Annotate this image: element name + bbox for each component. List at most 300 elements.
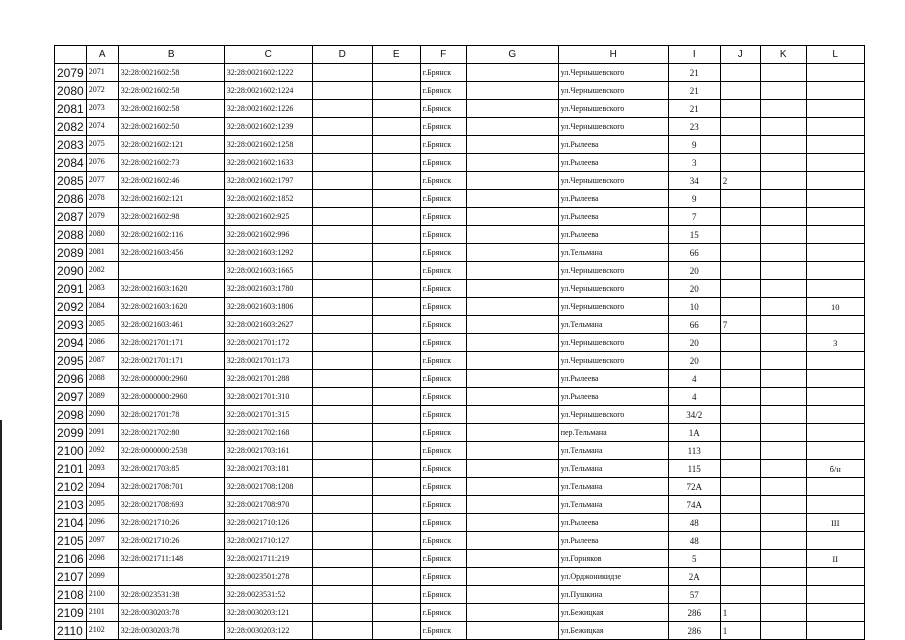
cell-f[interactable]: г.Брянск (420, 262, 466, 280)
cell-d[interactable] (312, 370, 372, 388)
cell-h[interactable]: пер.Тельмана (558, 424, 668, 442)
cell-k[interactable] (760, 118, 806, 136)
cell-d[interactable] (312, 118, 372, 136)
cell-l[interactable] (806, 136, 864, 154)
cell-j[interactable] (720, 226, 760, 244)
cell-k[interactable] (760, 586, 806, 604)
column-header-b[interactable]: B (118, 46, 224, 64)
cell-e[interactable] (372, 136, 420, 154)
cell-k[interactable] (760, 388, 806, 406)
cell-l[interactable] (806, 118, 864, 136)
row-number-cell[interactable]: 2097 (55, 388, 87, 406)
cell-b[interactable] (118, 262, 224, 280)
cell-j[interactable] (720, 550, 760, 568)
cell-c[interactable]: 32:28:0021701:172 (224, 334, 312, 352)
cell-g[interactable] (466, 388, 558, 406)
cell-c[interactable]: 32:28:0021701:310 (224, 388, 312, 406)
cell-d[interactable] (312, 100, 372, 118)
cell-k[interactable] (760, 424, 806, 442)
cell-f[interactable]: г.Брянск (420, 334, 466, 352)
cell-d[interactable] (312, 388, 372, 406)
cell-l[interactable] (806, 100, 864, 118)
cell-k[interactable] (760, 460, 806, 478)
corner-header-cell[interactable] (55, 46, 87, 64)
column-header-l[interactable]: L (806, 46, 864, 64)
cell-h[interactable]: ул.Тельмана (558, 244, 668, 262)
cell-k[interactable] (760, 352, 806, 370)
row-number-cell[interactable]: 2088 (55, 226, 87, 244)
cell-b[interactable]: 32:28:0021602:116 (118, 226, 224, 244)
cell-k[interactable] (760, 496, 806, 514)
cell-b[interactable]: 32:28:0030203:78 (118, 622, 224, 640)
cell-l[interactable] (806, 280, 864, 298)
cell-l[interactable] (806, 172, 864, 190)
cell-k[interactable] (760, 568, 806, 586)
row-number-cell[interactable]: 2098 (55, 406, 87, 424)
cell-b[interactable]: 32:28:0030203:78 (118, 604, 224, 622)
cell-b[interactable]: 32:28:0021602:73 (118, 154, 224, 172)
column-header-d[interactable]: D (312, 46, 372, 64)
cell-h[interactable]: ул.Тельмана (558, 496, 668, 514)
cell-c[interactable]: 32:28:0021602:1852 (224, 190, 312, 208)
column-header-h[interactable]: H (558, 46, 668, 64)
cell-k[interactable] (760, 514, 806, 532)
cell-j[interactable] (720, 460, 760, 478)
cell-k[interactable] (760, 370, 806, 388)
cell-f[interactable]: г.Брянск (420, 460, 466, 478)
cell-l[interactable] (806, 64, 864, 82)
cell-e[interactable] (372, 226, 420, 244)
cell-g[interactable] (466, 424, 558, 442)
cell-i[interactable]: 115 (668, 460, 720, 478)
cell-d[interactable] (312, 514, 372, 532)
row-number-cell[interactable]: 2094 (55, 334, 87, 352)
cell-g[interactable] (466, 316, 558, 334)
cell-j[interactable]: 7 (720, 316, 760, 334)
column-header-g[interactable]: G (466, 46, 558, 64)
cell-a[interactable]: 2096 (86, 514, 118, 532)
cell-a[interactable]: 2089 (86, 388, 118, 406)
cell-l[interactable] (806, 190, 864, 208)
cell-f[interactable]: г.Брянск (420, 136, 466, 154)
cell-a[interactable]: 2073 (86, 100, 118, 118)
cell-k[interactable] (760, 262, 806, 280)
cell-d[interactable] (312, 190, 372, 208)
cell-a[interactable]: 2081 (86, 244, 118, 262)
cell-d[interactable] (312, 154, 372, 172)
cell-k[interactable] (760, 82, 806, 100)
cell-j[interactable] (720, 568, 760, 586)
cell-e[interactable] (372, 586, 420, 604)
cell-h[interactable]: ул.Чернышевского (558, 352, 668, 370)
cell-a[interactable]: 2092 (86, 442, 118, 460)
cell-j[interactable]: 1 (720, 604, 760, 622)
cell-a[interactable]: 2088 (86, 370, 118, 388)
cell-b[interactable]: 32:28:0021603:1620 (118, 298, 224, 316)
cell-d[interactable] (312, 460, 372, 478)
cell-e[interactable] (372, 334, 420, 352)
cell-j[interactable] (720, 424, 760, 442)
cell-i[interactable]: 20 (668, 262, 720, 280)
cell-a[interactable]: 2078 (86, 190, 118, 208)
cell-a[interactable]: 2074 (86, 118, 118, 136)
cell-i[interactable]: 113 (668, 442, 720, 460)
cell-j[interactable] (720, 514, 760, 532)
cell-l[interactable] (806, 226, 864, 244)
cell-c[interactable]: 32:28:0021703:161 (224, 442, 312, 460)
cell-l[interactable]: 3 (806, 334, 864, 352)
cell-i[interactable]: 48 (668, 514, 720, 532)
row-number-cell[interactable]: 2081 (55, 100, 87, 118)
cell-e[interactable] (372, 280, 420, 298)
cell-g[interactable] (466, 550, 558, 568)
cell-g[interactable] (466, 118, 558, 136)
cell-b[interactable]: 32:28:0021708:701 (118, 478, 224, 496)
cell-i[interactable]: 10 (668, 298, 720, 316)
cell-d[interactable] (312, 406, 372, 424)
cell-k[interactable] (760, 316, 806, 334)
cell-a[interactable]: 2080 (86, 226, 118, 244)
cell-i[interactable]: 15 (668, 226, 720, 244)
row-number-cell[interactable]: 2110 (55, 622, 87, 640)
cell-c[interactable]: 32:28:0021602:1258 (224, 136, 312, 154)
cell-h[interactable]: ул.Чернышевского (558, 334, 668, 352)
cell-e[interactable] (372, 514, 420, 532)
cell-a[interactable]: 2102 (86, 622, 118, 640)
cell-g[interactable] (466, 514, 558, 532)
cell-e[interactable] (372, 478, 420, 496)
cell-g[interactable] (466, 190, 558, 208)
row-number-cell[interactable]: 2106 (55, 550, 87, 568)
cell-k[interactable] (760, 280, 806, 298)
cell-c[interactable]: 32:28:0030203:122 (224, 622, 312, 640)
cell-c[interactable]: 32:28:0021701:315 (224, 406, 312, 424)
cell-l[interactable]: б/н (806, 460, 864, 478)
cell-i[interactable]: 2А (668, 568, 720, 586)
cell-c[interactable]: 32:28:0021603:1806 (224, 298, 312, 316)
cell-i[interactable]: 20 (668, 334, 720, 352)
cell-l[interactable] (806, 352, 864, 370)
cell-f[interactable]: г.Брянск (420, 64, 466, 82)
cell-c[interactable]: 32:28:0021602:1239 (224, 118, 312, 136)
cell-i[interactable]: 66 (668, 244, 720, 262)
cell-g[interactable] (466, 172, 558, 190)
cell-j[interactable] (720, 208, 760, 226)
cell-c[interactable]: 32:28:0021602:1633 (224, 154, 312, 172)
cell-c[interactable]: 32:28:0021710:127 (224, 532, 312, 550)
cell-h[interactable]: ул.Чернышевского (558, 118, 668, 136)
cell-g[interactable] (466, 478, 558, 496)
cell-j[interactable] (720, 406, 760, 424)
cell-f[interactable]: г.Брянск (420, 316, 466, 334)
cell-k[interactable] (760, 190, 806, 208)
cell-j[interactable] (720, 100, 760, 118)
cell-f[interactable]: г.Брянск (420, 388, 466, 406)
cell-a[interactable]: 2099 (86, 568, 118, 586)
cell-e[interactable] (372, 604, 420, 622)
cell-c[interactable]: 32:28:0021603:1780 (224, 280, 312, 298)
cell-g[interactable] (466, 460, 558, 478)
cell-b[interactable]: 32:28:0000000:2960 (118, 370, 224, 388)
cell-f[interactable]: г.Брянск (420, 406, 466, 424)
cell-c[interactable]: 32:28:0021711:219 (224, 550, 312, 568)
cell-b[interactable]: 32:28:0000000:2960 (118, 388, 224, 406)
row-number-cell[interactable]: 2109 (55, 604, 87, 622)
cell-e[interactable] (372, 622, 420, 640)
cell-d[interactable] (312, 586, 372, 604)
cell-h[interactable]: ул.Чернышевского (558, 100, 668, 118)
column-header-c[interactable]: C (224, 46, 312, 64)
cell-c[interactable]: 32:28:0021701:288 (224, 370, 312, 388)
cell-k[interactable] (760, 604, 806, 622)
cell-l[interactable] (806, 208, 864, 226)
cell-l[interactable] (806, 568, 864, 586)
cell-h[interactable]: ул.Чернышевского (558, 406, 668, 424)
cell-k[interactable] (760, 550, 806, 568)
cell-b[interactable]: 32:28:0000000:2538 (118, 442, 224, 460)
cell-b[interactable]: 32:28:0023531:38 (118, 586, 224, 604)
column-header-j[interactable]: J (720, 46, 760, 64)
cell-g[interactable] (466, 442, 558, 460)
cell-e[interactable] (372, 298, 420, 316)
cell-f[interactable]: г.Брянск (420, 586, 466, 604)
cell-a[interactable]: 2077 (86, 172, 118, 190)
cell-f[interactable]: г.Брянск (420, 532, 466, 550)
cell-i[interactable]: 4 (668, 370, 720, 388)
cell-a[interactable]: 2082 (86, 262, 118, 280)
row-number-cell[interactable]: 2090 (55, 262, 87, 280)
cell-e[interactable] (372, 496, 420, 514)
row-number-cell[interactable]: 2103 (55, 496, 87, 514)
cell-e[interactable] (372, 568, 420, 586)
cell-f[interactable]: г.Брянск (420, 604, 466, 622)
cell-f[interactable]: г.Брянск (420, 514, 466, 532)
cell-f[interactable]: г.Брянск (420, 442, 466, 460)
cell-f[interactable]: г.Брянск (420, 154, 466, 172)
cell-l[interactable] (806, 262, 864, 280)
cell-g[interactable] (466, 244, 558, 262)
cell-e[interactable] (372, 262, 420, 280)
cell-i[interactable]: 34 (668, 172, 720, 190)
cell-i[interactable]: 21 (668, 64, 720, 82)
cell-l[interactable] (806, 442, 864, 460)
cell-j[interactable]: 1 (720, 622, 760, 640)
cell-k[interactable] (760, 136, 806, 154)
cell-i[interactable]: 21 (668, 100, 720, 118)
cell-a[interactable]: 2079 (86, 208, 118, 226)
row-number-cell[interactable]: 2105 (55, 532, 87, 550)
cell-f[interactable]: г.Брянск (420, 100, 466, 118)
cell-e[interactable] (372, 118, 420, 136)
cell-g[interactable] (466, 370, 558, 388)
cell-b[interactable]: 32:28:0021602:58 (118, 82, 224, 100)
cell-f[interactable]: г.Брянск (420, 370, 466, 388)
cell-d[interactable] (312, 226, 372, 244)
cell-l[interactable] (806, 586, 864, 604)
cell-k[interactable] (760, 208, 806, 226)
cell-g[interactable] (466, 280, 558, 298)
cell-a[interactable]: 2095 (86, 496, 118, 514)
row-number-cell[interactable]: 2083 (55, 136, 87, 154)
row-number-cell[interactable]: 2085 (55, 172, 87, 190)
cell-j[interactable] (720, 118, 760, 136)
cell-b[interactable]: 32:28:0021701:78 (118, 406, 224, 424)
cell-e[interactable] (372, 190, 420, 208)
cell-k[interactable] (760, 244, 806, 262)
column-header-k[interactable]: K (760, 46, 806, 64)
row-number-cell[interactable]: 2095 (55, 352, 87, 370)
cell-f[interactable]: г.Брянск (420, 226, 466, 244)
cell-k[interactable] (760, 478, 806, 496)
cell-g[interactable] (466, 82, 558, 100)
cell-c[interactable]: 32:28:0023531:52 (224, 586, 312, 604)
cell-b[interactable]: 32:28:0021701:171 (118, 334, 224, 352)
cell-g[interactable] (466, 406, 558, 424)
cell-a[interactable]: 2090 (86, 406, 118, 424)
cell-i[interactable]: 1А (668, 424, 720, 442)
cell-h[interactable]: ул.Чернышевского (558, 172, 668, 190)
cell-f[interactable]: г.Брянск (420, 118, 466, 136)
cell-k[interactable] (760, 334, 806, 352)
cell-c[interactable]: 32:28:0021708:970 (224, 496, 312, 514)
cell-h[interactable]: ул.Тельмана (558, 316, 668, 334)
cell-j[interactable] (720, 190, 760, 208)
cell-c[interactable]: 32:28:0021710:126 (224, 514, 312, 532)
cell-h[interactable]: ул.Бежицкая (558, 622, 668, 640)
cell-l[interactable]: III (806, 514, 864, 532)
cell-h[interactable]: ул.Чернышевского (558, 298, 668, 316)
cell-j[interactable] (720, 532, 760, 550)
cell-f[interactable]: г.Брянск (420, 622, 466, 640)
cell-f[interactable]: г.Брянск (420, 550, 466, 568)
cell-f[interactable]: г.Брянск (420, 208, 466, 226)
cell-d[interactable] (312, 136, 372, 154)
cell-k[interactable] (760, 532, 806, 550)
cell-a[interactable]: 2075 (86, 136, 118, 154)
cell-j[interactable] (720, 154, 760, 172)
cell-f[interactable]: г.Брянск (420, 496, 466, 514)
cell-g[interactable] (466, 604, 558, 622)
cell-c[interactable]: 32:28:0021603:1292 (224, 244, 312, 262)
row-number-cell[interactable]: 2091 (55, 280, 87, 298)
cell-d[interactable] (312, 532, 372, 550)
cell-e[interactable] (372, 550, 420, 568)
row-number-cell[interactable]: 2086 (55, 190, 87, 208)
cell-d[interactable] (312, 478, 372, 496)
cell-h[interactable]: ул.Чернышевского (558, 82, 668, 100)
row-number-cell[interactable]: 2099 (55, 424, 87, 442)
cell-c[interactable]: 32:28:0030203:121 (224, 604, 312, 622)
cell-l[interactable] (806, 622, 864, 640)
cell-e[interactable] (372, 64, 420, 82)
cell-i[interactable]: 7 (668, 208, 720, 226)
cell-l[interactable] (806, 478, 864, 496)
cell-d[interactable] (312, 280, 372, 298)
cell-c[interactable]: 32:28:0021701:173 (224, 352, 312, 370)
cell-g[interactable] (466, 586, 558, 604)
cell-a[interactable]: 2076 (86, 154, 118, 172)
cell-k[interactable] (760, 622, 806, 640)
cell-a[interactable]: 2083 (86, 280, 118, 298)
cell-h[interactable]: ул.Тельмана (558, 478, 668, 496)
cell-l[interactable] (806, 244, 864, 262)
cell-a[interactable]: 2098 (86, 550, 118, 568)
cell-b[interactable]: 32:28:0021708:693 (118, 496, 224, 514)
cell-d[interactable] (312, 442, 372, 460)
cell-k[interactable] (760, 64, 806, 82)
cell-f[interactable]: г.Брянск (420, 190, 466, 208)
cell-l[interactable] (806, 496, 864, 514)
cell-c[interactable]: 32:28:0021603:2627 (224, 316, 312, 334)
cell-l[interactable] (806, 532, 864, 550)
cell-l[interactable] (806, 388, 864, 406)
cell-e[interactable] (372, 406, 420, 424)
row-number-cell[interactable]: 2107 (55, 568, 87, 586)
row-number-cell[interactable]: 2096 (55, 370, 87, 388)
cell-b[interactable]: 32:28:0021711:148 (118, 550, 224, 568)
cell-h[interactable]: ул.Рылеева (558, 532, 668, 550)
cell-b[interactable]: 32:28:0021702:80 (118, 424, 224, 442)
cell-j[interactable] (720, 82, 760, 100)
cell-l[interactable] (806, 316, 864, 334)
cell-c[interactable]: 32:28:0021602:925 (224, 208, 312, 226)
cell-g[interactable] (466, 568, 558, 586)
cell-k[interactable] (760, 406, 806, 424)
cell-f[interactable]: г.Брянск (420, 352, 466, 370)
cell-a[interactable]: 2084 (86, 298, 118, 316)
cell-f[interactable]: г.Брянск (420, 568, 466, 586)
cell-h[interactable]: ул.Орджоникидзе (558, 568, 668, 586)
cell-i[interactable]: 21 (668, 82, 720, 100)
cell-e[interactable] (372, 82, 420, 100)
column-header-i[interactable]: I (668, 46, 720, 64)
cell-d[interactable] (312, 622, 372, 640)
cell-h[interactable]: ул.Рылеева (558, 226, 668, 244)
cell-i[interactable]: 20 (668, 280, 720, 298)
cell-j[interactable] (720, 298, 760, 316)
cell-f[interactable]: г.Брянск (420, 244, 466, 262)
cell-h[interactable]: ул.Рылеева (558, 190, 668, 208)
column-header-e[interactable]: E (372, 46, 420, 64)
cell-j[interactable] (720, 280, 760, 298)
cell-j[interactable] (720, 262, 760, 280)
cell-h[interactable]: ул.Рылеева (558, 154, 668, 172)
cell-d[interactable] (312, 262, 372, 280)
cell-b[interactable]: 32:28:0021602:58 (118, 64, 224, 82)
cell-b[interactable]: 32:28:0021602:46 (118, 172, 224, 190)
cell-b[interactable]: 32:28:0021603:461 (118, 316, 224, 334)
cell-l[interactable]: 10 (806, 298, 864, 316)
cell-i[interactable]: 286 (668, 604, 720, 622)
cell-i[interactable]: 20 (668, 352, 720, 370)
cell-c[interactable]: 32:28:0021708:1208 (224, 478, 312, 496)
row-number-cell[interactable]: 2108 (55, 586, 87, 604)
cell-e[interactable] (372, 244, 420, 262)
row-number-cell[interactable]: 2087 (55, 208, 87, 226)
cell-j[interactable] (720, 334, 760, 352)
cell-c[interactable]: 32:28:0023501:278 (224, 568, 312, 586)
cell-j[interactable] (720, 64, 760, 82)
cell-b[interactable]: 32:28:0021701:171 (118, 352, 224, 370)
row-number-cell[interactable]: 2101 (55, 460, 87, 478)
cell-c[interactable]: 32:28:0021602:1797 (224, 172, 312, 190)
cell-j[interactable] (720, 352, 760, 370)
cell-a[interactable]: 2087 (86, 352, 118, 370)
cell-k[interactable] (760, 226, 806, 244)
cell-b[interactable]: 32:28:0021603:1620 (118, 280, 224, 298)
cell-a[interactable]: 2097 (86, 532, 118, 550)
cell-i[interactable]: 48 (668, 532, 720, 550)
